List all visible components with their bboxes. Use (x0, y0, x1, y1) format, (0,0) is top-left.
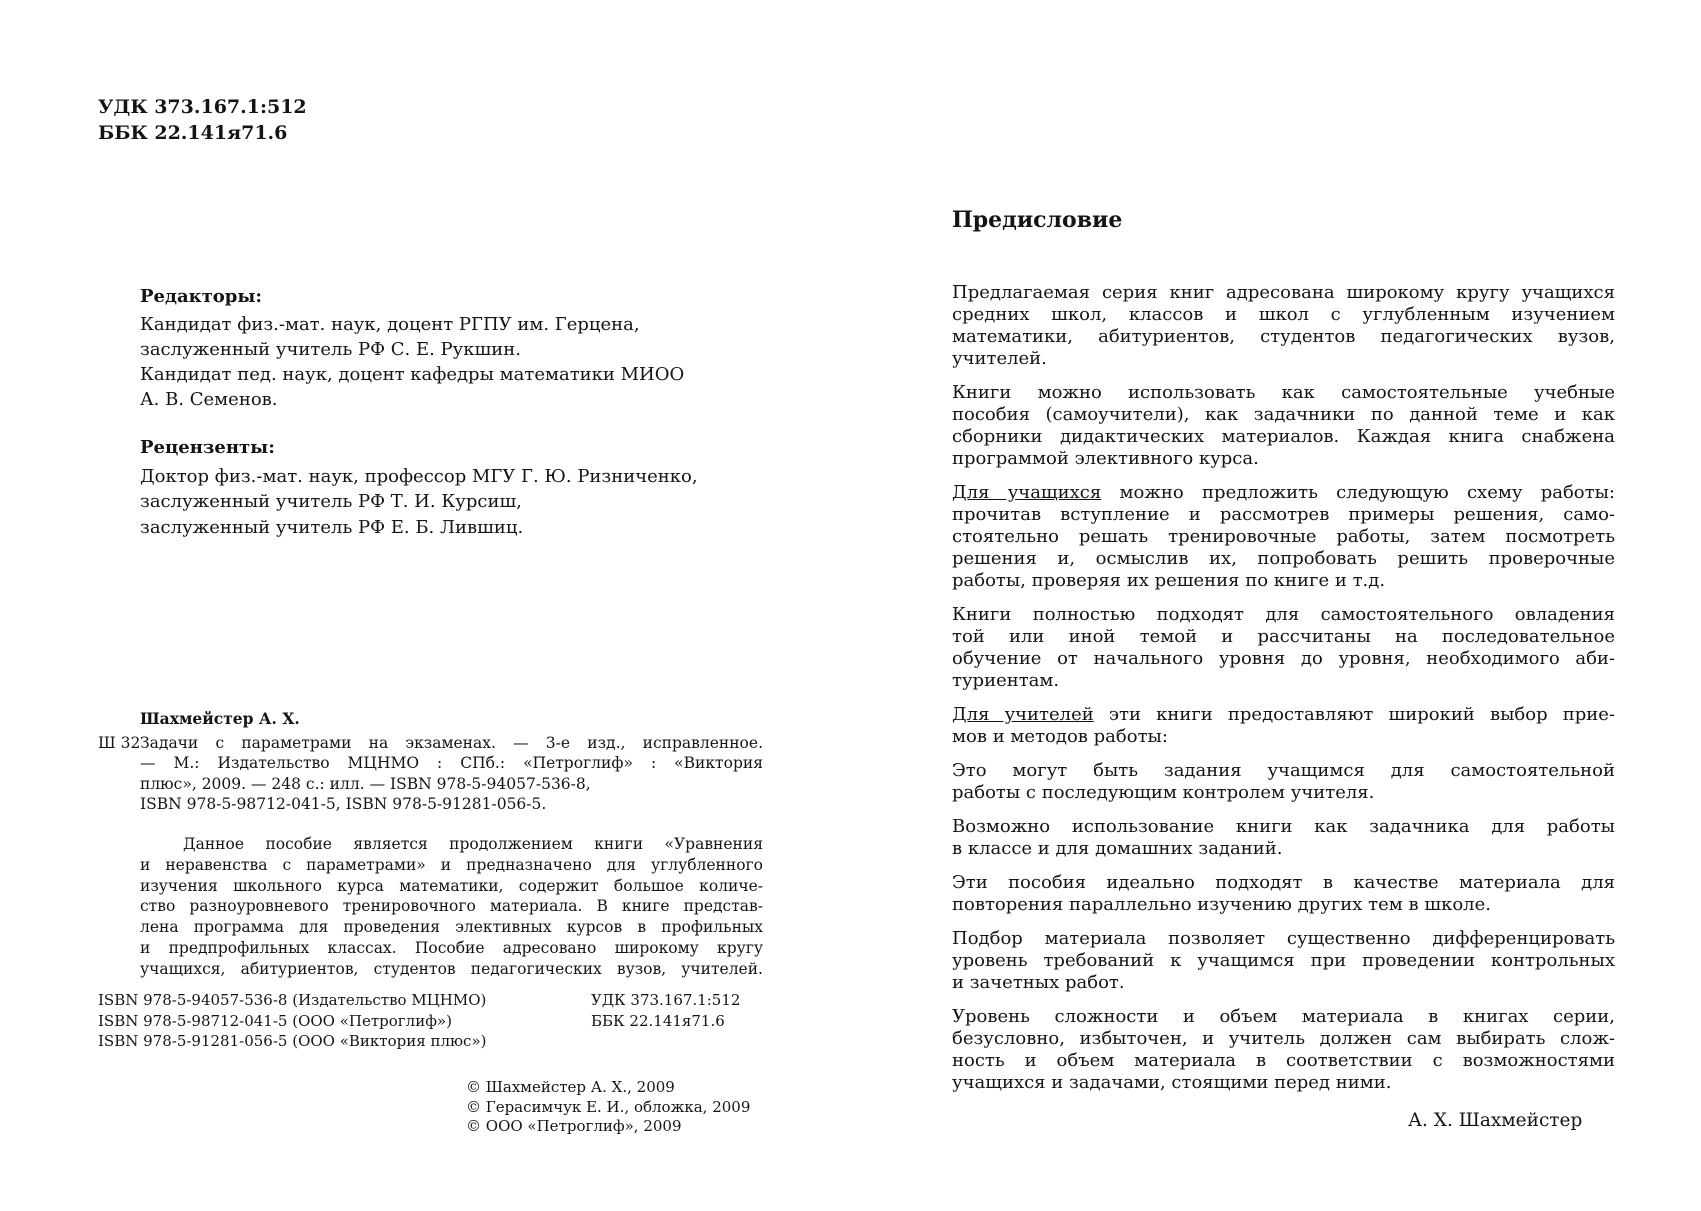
bbk-code-bottom: ББК 22.141я71.6 (591, 1011, 725, 1030)
reviewers-line: заслуженный учитель РФ Е. Б. Лившиц. (140, 516, 524, 538)
editors-line: заслуженный учитель РФ С. Е. Рукшин. (140, 339, 521, 360)
annotation-line: и предпрофильных классах. Пособие адресовано широкому кругу (140, 938, 763, 957)
annotation (140, 834, 763, 980)
preface-paragraph (952, 760, 1615, 804)
preface-line: той или иной темой и рассчитаны на последовательное (952, 626, 1615, 647)
preface-line: сборники дидактических материалов. Каждая книга снабжена (952, 426, 1615, 447)
preface-line: Книги полностью подходят для самостоятельного овладения (952, 604, 1615, 625)
preface-paragraph (952, 282, 1615, 370)
copyright-line: © ООО «Петроглиф», 2009 (466, 1117, 682, 1135)
udk-code: УДК 373.167.1:512 (98, 96, 307, 118)
preface-line: и зачетных работ. (952, 972, 1125, 993)
preface-line: мов и методов работы: (952, 726, 1168, 747)
annotation-line: изучения школьного курса математики, содержит большое количе- (140, 876, 763, 895)
reviewers-block (140, 435, 760, 540)
record-line: Задачи с параметрами на экзаменах. — 3-е изд., исправленное. (140, 733, 763, 752)
reviewers-heading: Рецензенты: (140, 437, 275, 458)
preface-paragraph (952, 604, 1615, 692)
record-code: Ш 32 (98, 733, 141, 752)
preface-line: повторения параллельно изучению других тем в школе. (952, 894, 1491, 915)
record-author: Шахмейстер А. Х. (140, 709, 300, 728)
classification-codes-bottom (591, 990, 740, 1031)
preface-line: Для учащихся можно предложить следующую схему работы: (952, 482, 1615, 503)
record-line: — М.: Издательство МЦНМО : СПб.: «Петроглиф» : «Виктория (140, 754, 763, 772)
isbn-list (98, 990, 486, 1052)
preface-line: уровень требований к учащимся при проведении контрольных (952, 950, 1615, 971)
preface-line: пособия (самоучители), как задачники по данной теме и как (952, 404, 1615, 425)
annotation-line: и неравенства с параметрами» и предназначено для углубленного (140, 855, 763, 874)
preface-line: учителей. (952, 348, 1047, 369)
classification-codes (98, 94, 307, 146)
bibliographic-record (98, 709, 763, 815)
preface-line: учащихся и задачами, стоящими перед ними. (952, 1072, 1392, 1093)
preface-paragraph (952, 816, 1615, 860)
preface-paragraph (952, 1006, 1615, 1094)
preface-line: работы, проверяя их решения по книге и т.д. (952, 570, 1386, 591)
copyright-line: © Шахмейстер А. Х., 2009 (466, 1078, 675, 1096)
copyright-line: © Герасимчук Е. И., обложка, 2009 (466, 1097, 751, 1116)
record-line: ISBN 978-5-98712-041-5, ISBN 978-5-91281-056-5. (140, 795, 547, 813)
isbn-line: ISBN 978-5-94057-536-8 (Издательство МЦНМО) (98, 991, 487, 1009)
teachers-label: Для учителей (952, 704, 1094, 725)
record-line: плюс», 2009. — 248 с.: илл. — ISBN 978-5-94057-536-8, (140, 774, 591, 793)
isbn-line: ISBN 978-5-91281-056-5 (ООО «Виктория плюс») (98, 1032, 487, 1050)
editors-line: Кандидат пед. наук, доцент кафедры математики МИОО (140, 364, 685, 385)
reviewers-line: заслуженный учитель РФ Т. И. Курсиш, (140, 491, 522, 512)
preface-line: Подбор материала позволяет существенно дифференцировать (952, 928, 1615, 949)
editors-line: А. В. Семенов. (140, 389, 278, 410)
editors-block (140, 284, 760, 412)
preface-title: Предисловие (952, 207, 1123, 233)
preface-line: средних школ, классов и школ с углубленным изучением (952, 304, 1615, 325)
preface-paragraph (952, 382, 1615, 470)
preface-line: туриентам. (952, 670, 1060, 691)
preface-paragraph (952, 928, 1615, 994)
preface-line: Предлагаемая серия книг адресована широкому кругу учащихся (952, 282, 1615, 303)
preface-line: работы с последующим контролем учителя. (952, 782, 1375, 803)
preface-line: Уровень сложности и объем материала в книгах серии, (952, 1006, 1615, 1027)
preface-line: стоятельно решать тренировочные работы, затем посмотреть (952, 526, 1615, 547)
students-label: Для учащихся (952, 482, 1102, 503)
editors-line: Кандидат физ.-мат. наук, доцент РГПУ им. Герцена, (140, 314, 640, 335)
preface-line: Возможно использование книги как задачника для работы (952, 816, 1615, 837)
annotation-line: лена программа для проведения элективных курсов в профильных (140, 918, 763, 937)
preface-line: прочитав вступление и рассмотрев примеры решения, само- (952, 504, 1615, 525)
editors-heading: Редакторы: (140, 286, 263, 307)
preface-paragraph-teachers (952, 704, 1615, 748)
bbk-code: ББК 22.141я71.6 (98, 122, 288, 144)
isbn-line: ISBN 978-5-98712-041-5 (ООО «Петроглиф») (98, 1011, 452, 1030)
preface-line: обучение от начального уровня до уровня, необходимого аби- (952, 648, 1615, 669)
preface-line: в классе и для домашних заданий. (952, 838, 1283, 859)
preface-signature: А. Х. Шахмейстер (1408, 1110, 1583, 1131)
preface-line: решения и, осмыслив их, попробовать решить проверочные (952, 548, 1615, 569)
preface-line: Для учителей эти книги предоставляют широкий выбор прие- (952, 704, 1616, 725)
annotation-line: учащихся, абитуриентов, студентов педагогических вузов, учителей. (140, 959, 763, 978)
preface-paragraph (952, 872, 1615, 916)
preface-body (952, 282, 1615, 1106)
preface-line: безусловно, избыточен, и учитель должен сам выбирать слож- (952, 1028, 1615, 1049)
copyright-block (466, 1078, 750, 1137)
preface-line: Книги можно использовать как самостоятельные учебные (952, 382, 1615, 403)
preface-paragraph-students (952, 482, 1615, 592)
annotation-line: ство разноуровневого тренировочного материала. В книге представ- (140, 897, 763, 916)
preface-line: ность и объем материала в соответствии с возможностями (952, 1050, 1615, 1071)
preface-line: Эти пособия идеально подходят в качестве материала для (952, 872, 1615, 893)
annotation-line: Данное пособие является продолжением книги «Уравнения (183, 835, 763, 853)
udk-code-bottom: УДК 373.167.1:512 (591, 991, 741, 1009)
preface-line: Это могут быть задания учащимся для самостоятельной (952, 760, 1615, 781)
reviewers-line: Доктор физ.-мат. наук, профессор МГУ Г. Ю. Ризниченко, (140, 465, 698, 487)
preface-line: математики, абитуриентов, студентов педагогических вузов, (952, 326, 1615, 347)
preface-line: программой элективного курса. (952, 448, 1259, 469)
